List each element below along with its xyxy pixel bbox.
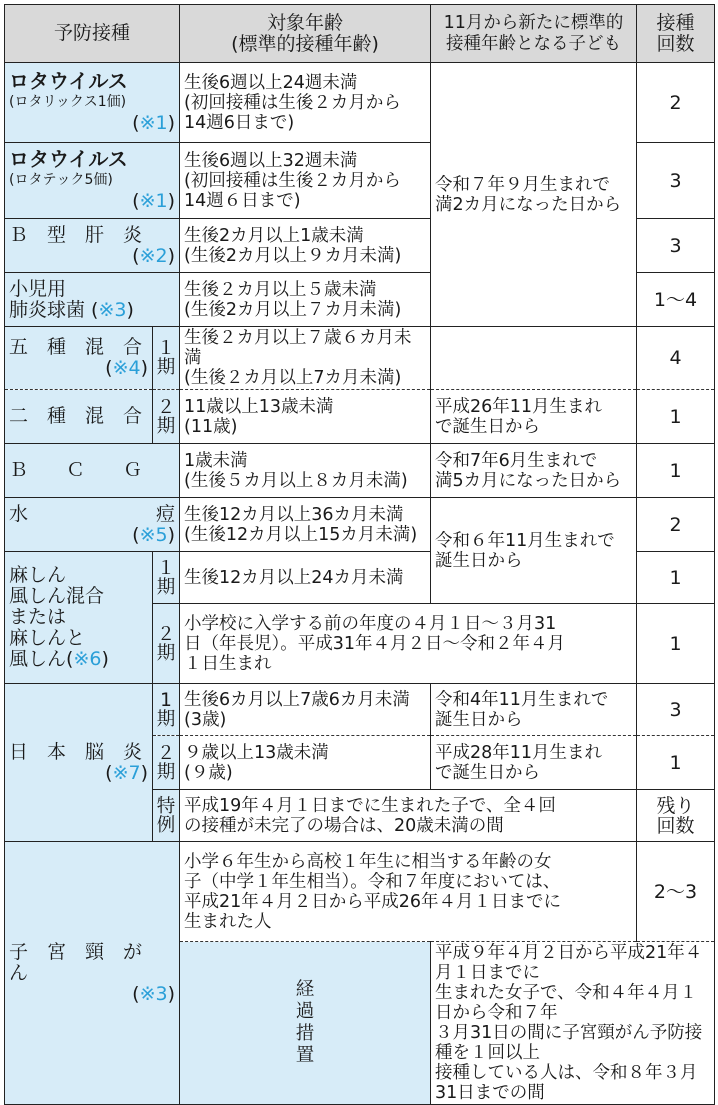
vaccine-hpv: 子 宮 頸 が ん (※3) (5, 842, 180, 1105)
vaccine-name: ロタウイルス (9, 147, 128, 171)
count-mr-1: 1 (637, 552, 715, 604)
age-two: 11歳以上13歳未満 (11歳) (180, 390, 431, 444)
vaccine-name: 麻しん 風しん混合 または 麻しんと 風しん (9, 564, 105, 670)
count-je-3: 残り 回数 (637, 790, 715, 842)
vaccine-rota1: ロタウイルス (ロタリックス1価) (※1) (5, 63, 180, 143)
age-five: 生後２カ月以上７歳６カ月未満 (生後２カ月以上7カ月未満) (180, 327, 431, 390)
vaccine-name: 五 種 混 合 (9, 336, 143, 358)
note-ref: ※6 (73, 648, 102, 670)
row-rota1 (5, 63, 715, 143)
phase-je-1: 1 期 (153, 684, 180, 736)
note-ref: ※3 (98, 298, 127, 321)
phase-five: １ 期 (153, 327, 180, 390)
count-je-2: 1 (637, 736, 715, 790)
header-november: 11月から新たに標準的 接種年齢となる子ども (431, 5, 637, 63)
count-rota5: 3 (637, 143, 715, 219)
age-rota1: 生後6週以上24週未満 (初回接種は生後２カ月から 14週6日まで) (180, 63, 431, 143)
row-je-1 (5, 684, 715, 736)
count-hepb: 3 (637, 219, 715, 273)
age-mr-1: 生後12カ月以上24カ月未満 (180, 552, 431, 604)
count-mr-2: 1 (637, 604, 715, 684)
header-row (5, 5, 715, 63)
row-varicella (5, 498, 715, 552)
note-ref: ※1 (139, 190, 168, 212)
vaccine-name: 子 宮 頸 が ん (9, 940, 162, 984)
age-hepb: 生後2カ月以上1歳未満 (生後2カ月以上９カ月未満) (180, 219, 431, 273)
nov-varicella-mr: 令和６年11月生まれで 誕生日から (431, 498, 637, 604)
count-varicella: 2 (637, 498, 715, 552)
count-hpv-1: 2～3 (637, 842, 715, 942)
count-rota1: 2 (637, 63, 715, 143)
nov-merged-top: 令和７年９月生まれで 満2カ月になった日から (431, 63, 637, 327)
note-ref: ※7 (112, 761, 141, 784)
count-two: 1 (637, 390, 715, 444)
age-mr-2: 小学校に入学する前の年度の４月１日～３月31 日（年長児）。平成31年４月２日～令和２年４月 １日生まれ (180, 604, 637, 684)
row-five (5, 327, 715, 390)
vaccine-name-part2: 痘 (156, 502, 176, 525)
age-je-1: 生後6カ月以上7歳6カ月未満 (3歳) (180, 684, 431, 736)
phase-je-2: ２ 期 (153, 736, 180, 790)
age-pneumo: 生後２カ月以上５歳未満 (生後2カ月以上７カ月未満) (180, 273, 431, 327)
vaccine-name: Ｂ 型 肝 炎 (9, 223, 143, 246)
phase-je-3: 特 例 (153, 790, 180, 842)
vaccination-schedule-table (4, 4, 715, 1105)
count-pneumo: 1～4 (637, 273, 715, 327)
vaccine-name-part1: 水 (9, 502, 29, 525)
row-two (5, 390, 715, 444)
count-bcg: 1 (637, 444, 715, 498)
note-ref: ※1 (139, 112, 168, 134)
vaccine-name: 日 本 脳 炎 (9, 740, 143, 763)
vaccine-subname: (ロタテック5価) (9, 172, 113, 188)
row-bcg (5, 444, 715, 498)
vaccine-name-line2: 肺炎球菌 (9, 298, 86, 321)
vaccine-name: ロタウイルス (9, 69, 128, 93)
age-je-2: ９歳以上13歳未満 (９歳) (180, 736, 431, 790)
vaccine-rota5: ロタウイルス (ロタテック5価) (※1) (5, 143, 180, 219)
vaccine-je: 日 本 脳 炎 (※7) (5, 684, 153, 842)
nov-je-2: 平成28年11月生まれ で誕生日から (431, 736, 637, 790)
note-ref: ※4 (112, 357, 141, 379)
note-ref: ※5 (139, 523, 168, 546)
vaccine-five: 五 種 混 合 (※4) (5, 327, 153, 390)
header-age: 対象年齢 (標準的接種年齢) (180, 5, 431, 63)
phase-mr-2: ２ 期 (153, 604, 180, 684)
phase-mr-1: １ 期 (153, 552, 180, 604)
age-varicella: 生後12カ月以上36カ月未満 (生後12カ月以上15カ月未満) (180, 498, 431, 552)
nov-five-empty (431, 327, 637, 390)
count-five: 4 (637, 327, 715, 390)
header-count: 接種 回数 (637, 5, 715, 63)
header-vaccine: 予防接種 (5, 5, 180, 63)
vaccine-two: 二 種 混 合 (5, 390, 153, 444)
note-ref: ※3 (139, 982, 168, 1005)
nov-bcg: 令和7年6月生まれで 満5カ月になった日から (431, 444, 637, 498)
vaccine-mr: 麻しん 風しん混合 または 麻しんと 風しん(※6) (5, 552, 153, 684)
count-je-1: 3 (637, 684, 715, 736)
vaccine-pneumo: 小児用 肺炎球菌 (※3) (5, 273, 180, 327)
vaccine-varicella: 水 痘 (※5) (5, 498, 180, 552)
vaccine-hepb: Ｂ 型 肝 炎 (※2) (5, 219, 180, 273)
vaccine-name-line1: 小児用 (9, 277, 67, 300)
age-je-3: 平成19年４月１日までに生まれた子で、全４回 の接種が未完了の場合は、20歳未満の間 (180, 790, 637, 842)
age-hpv-1: 小学６年生から高校１年生に相当する年齢の女 子（中学１年生相当）。令和７年度においては、 平成21年４月２日から平成26年４月１日までに 生まれた人 (180, 842, 637, 942)
age-bcg: 1歳未満 (生後５カ月以上８カ月未満) (180, 444, 431, 498)
phase-hpv-2: 経 過 措 置 (180, 942, 431, 1105)
row-hpv-1 (5, 842, 715, 942)
phase-two: ２ 期 (153, 390, 180, 444)
nov-two: 平成26年11月生まれ で誕生日から (431, 390, 637, 444)
vaccine-bcg: Ｂ Ｃ Ｇ (5, 444, 180, 498)
nov-je-1: 令和4年11月生まれで 誕生日から (431, 684, 637, 736)
note-ref: ※2 (139, 244, 168, 267)
vaccine-subname: (ロタリックス1価) (9, 94, 127, 110)
age-hpv-2: 平成９年４月２日から平成21年４月１日までに 生まれた女子で、令和４年４月１日から令和７年 ３月31日の間に子宮頸がん予防接種を１回以上 接種している人は、令和８年３月31日までの間 (431, 942, 715, 1105)
age-rota5: 生後6週以上32週未満 (初回接種は生後２カ月から 14週６日まで) (180, 143, 431, 219)
